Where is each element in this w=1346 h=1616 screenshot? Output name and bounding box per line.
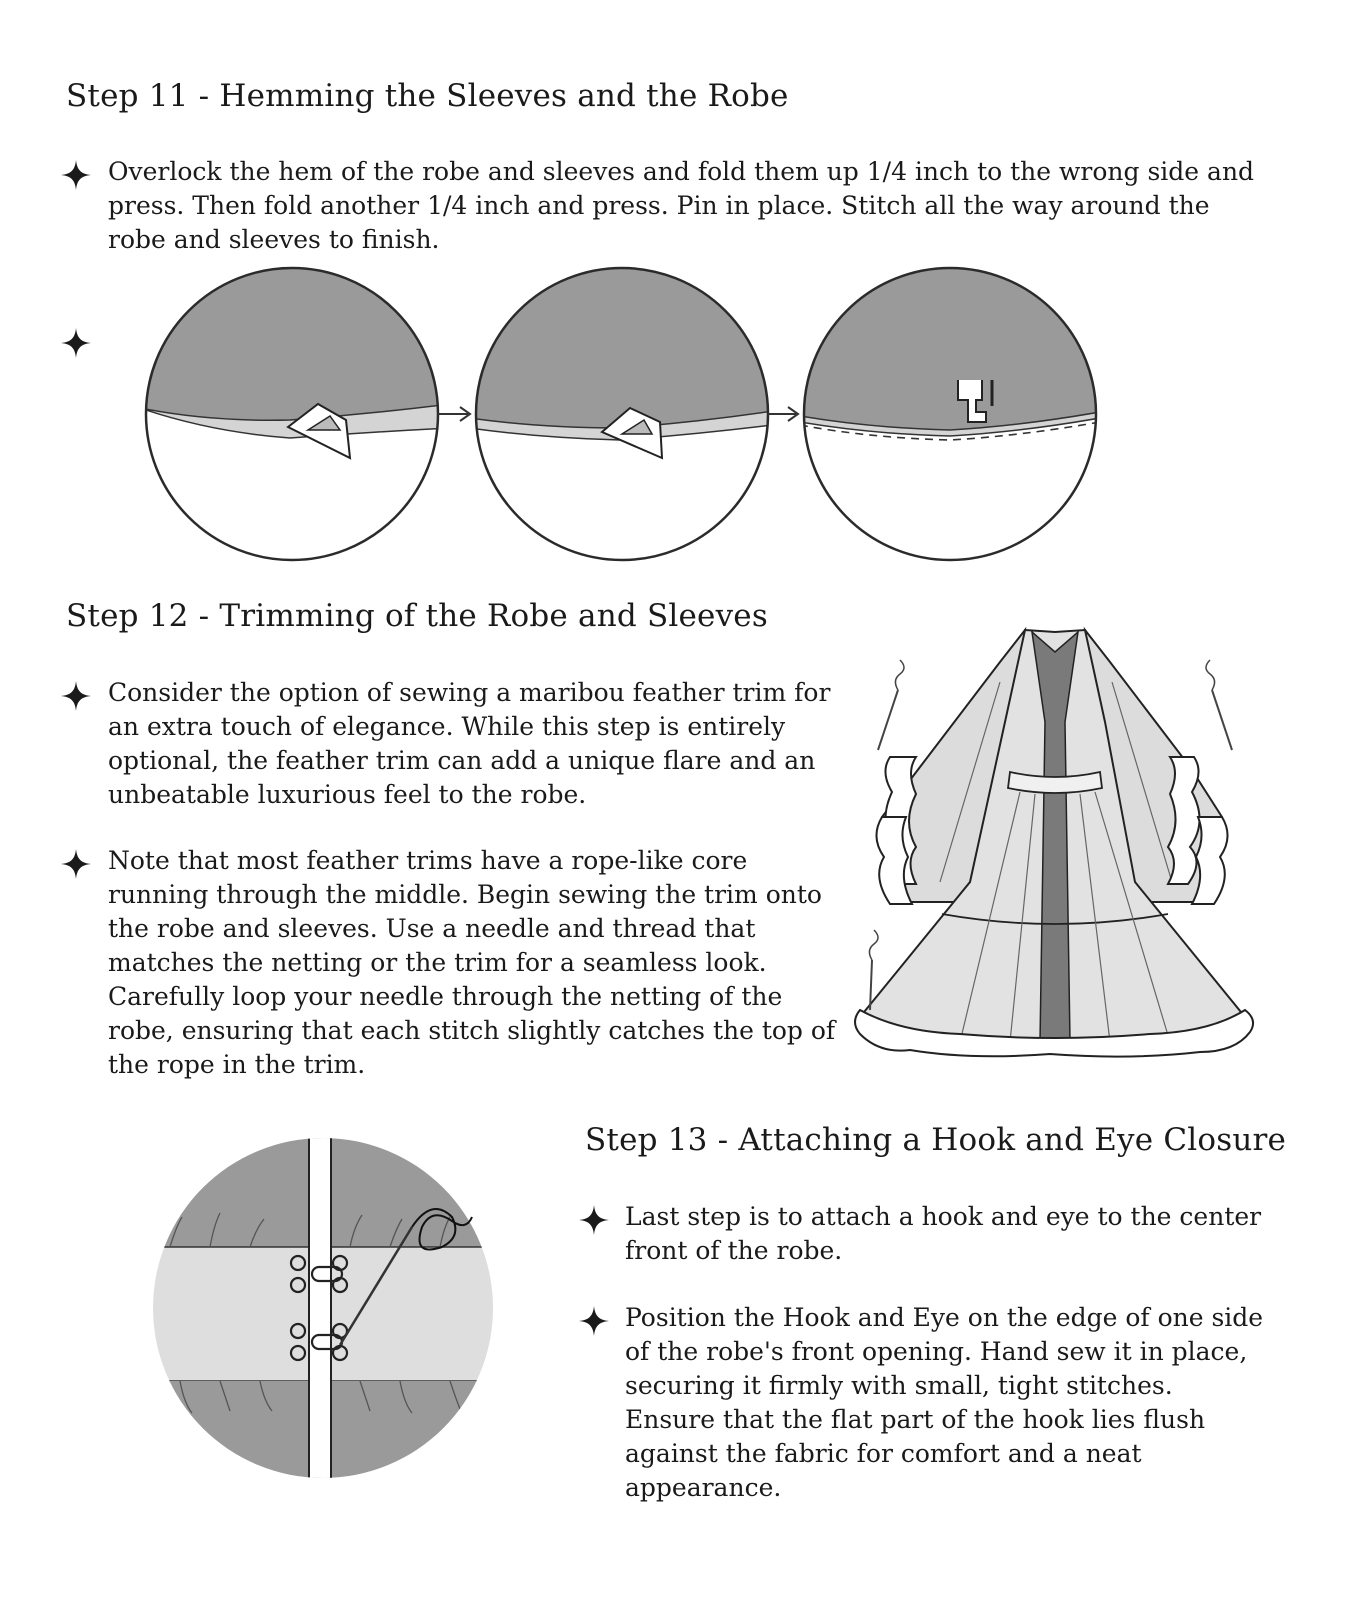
robe-with-feather-trim-icon: [850, 622, 1260, 1077]
hemming-illustration: [140, 262, 1110, 570]
step12-heading: Step 12 - Trimming of the Robe and Sleeves: [66, 598, 768, 634]
sewing-machine-stitch-icon: [800, 262, 1100, 560]
step11-heading: Step 11 - Hemming the Sleeves and the Robe: [66, 78, 789, 114]
step12-bullet-2: Note that most feather trims have a rope-like core running through the middle. Begin sewing the trim onto the robe and sleeves. Use a needle and thread that matches the netting or the trim for a seamless look. Carefully loop your needle through the netting of the robe, ensuring that each stitch slightly catches the top of the rope in the trim.: [108, 846, 836, 1079]
bullet-star-icon: [61, 849, 91, 879]
hook-and-eye-closure-icon: [150, 1135, 496, 1481]
bullet-star-icon: [579, 1306, 609, 1336]
bullet-star-icon: [61, 160, 91, 190]
bullet-star-icon: [579, 1205, 609, 1235]
iron-press-fold-2-icon: [470, 262, 780, 560]
step11-bullet-1: Overlock the hem of the robe and sleeves and fold them up 1/4 inch to the wrong side and press. Then fold another 1/4 inch and press. Pin in place. Stitch all the way around the robe and sleeves to finish.: [108, 157, 1255, 254]
step13-heading: Step 13 - Attaching a Hook and Eye Closure: [585, 1122, 1287, 1158]
bullet-star-icon: [61, 681, 91, 711]
step13-bullet-2: Position the Hook and Eye on the edge of one side of the robe's front opening. Hand sew it in place, securing it firmly with small, tight stitches. Ensure that the flat part of the hook lies flush against the fabric for comfort and a neat appearance.: [625, 1303, 1264, 1502]
step13-bullet-1: Last step is to attach a hook and eye to the center front of the robe.: [625, 1202, 1262, 1265]
bullet-star-icon: [61, 328, 91, 358]
iron-press-fold-1-icon: [140, 262, 450, 560]
step12-bullet-1: Consider the option of sewing a maribou feather trim for an extra touch of elegance. While this step is entirely optional, the feather trim can add a unique flare and an unbeatable luxurious feel to the robe.: [108, 678, 831, 809]
